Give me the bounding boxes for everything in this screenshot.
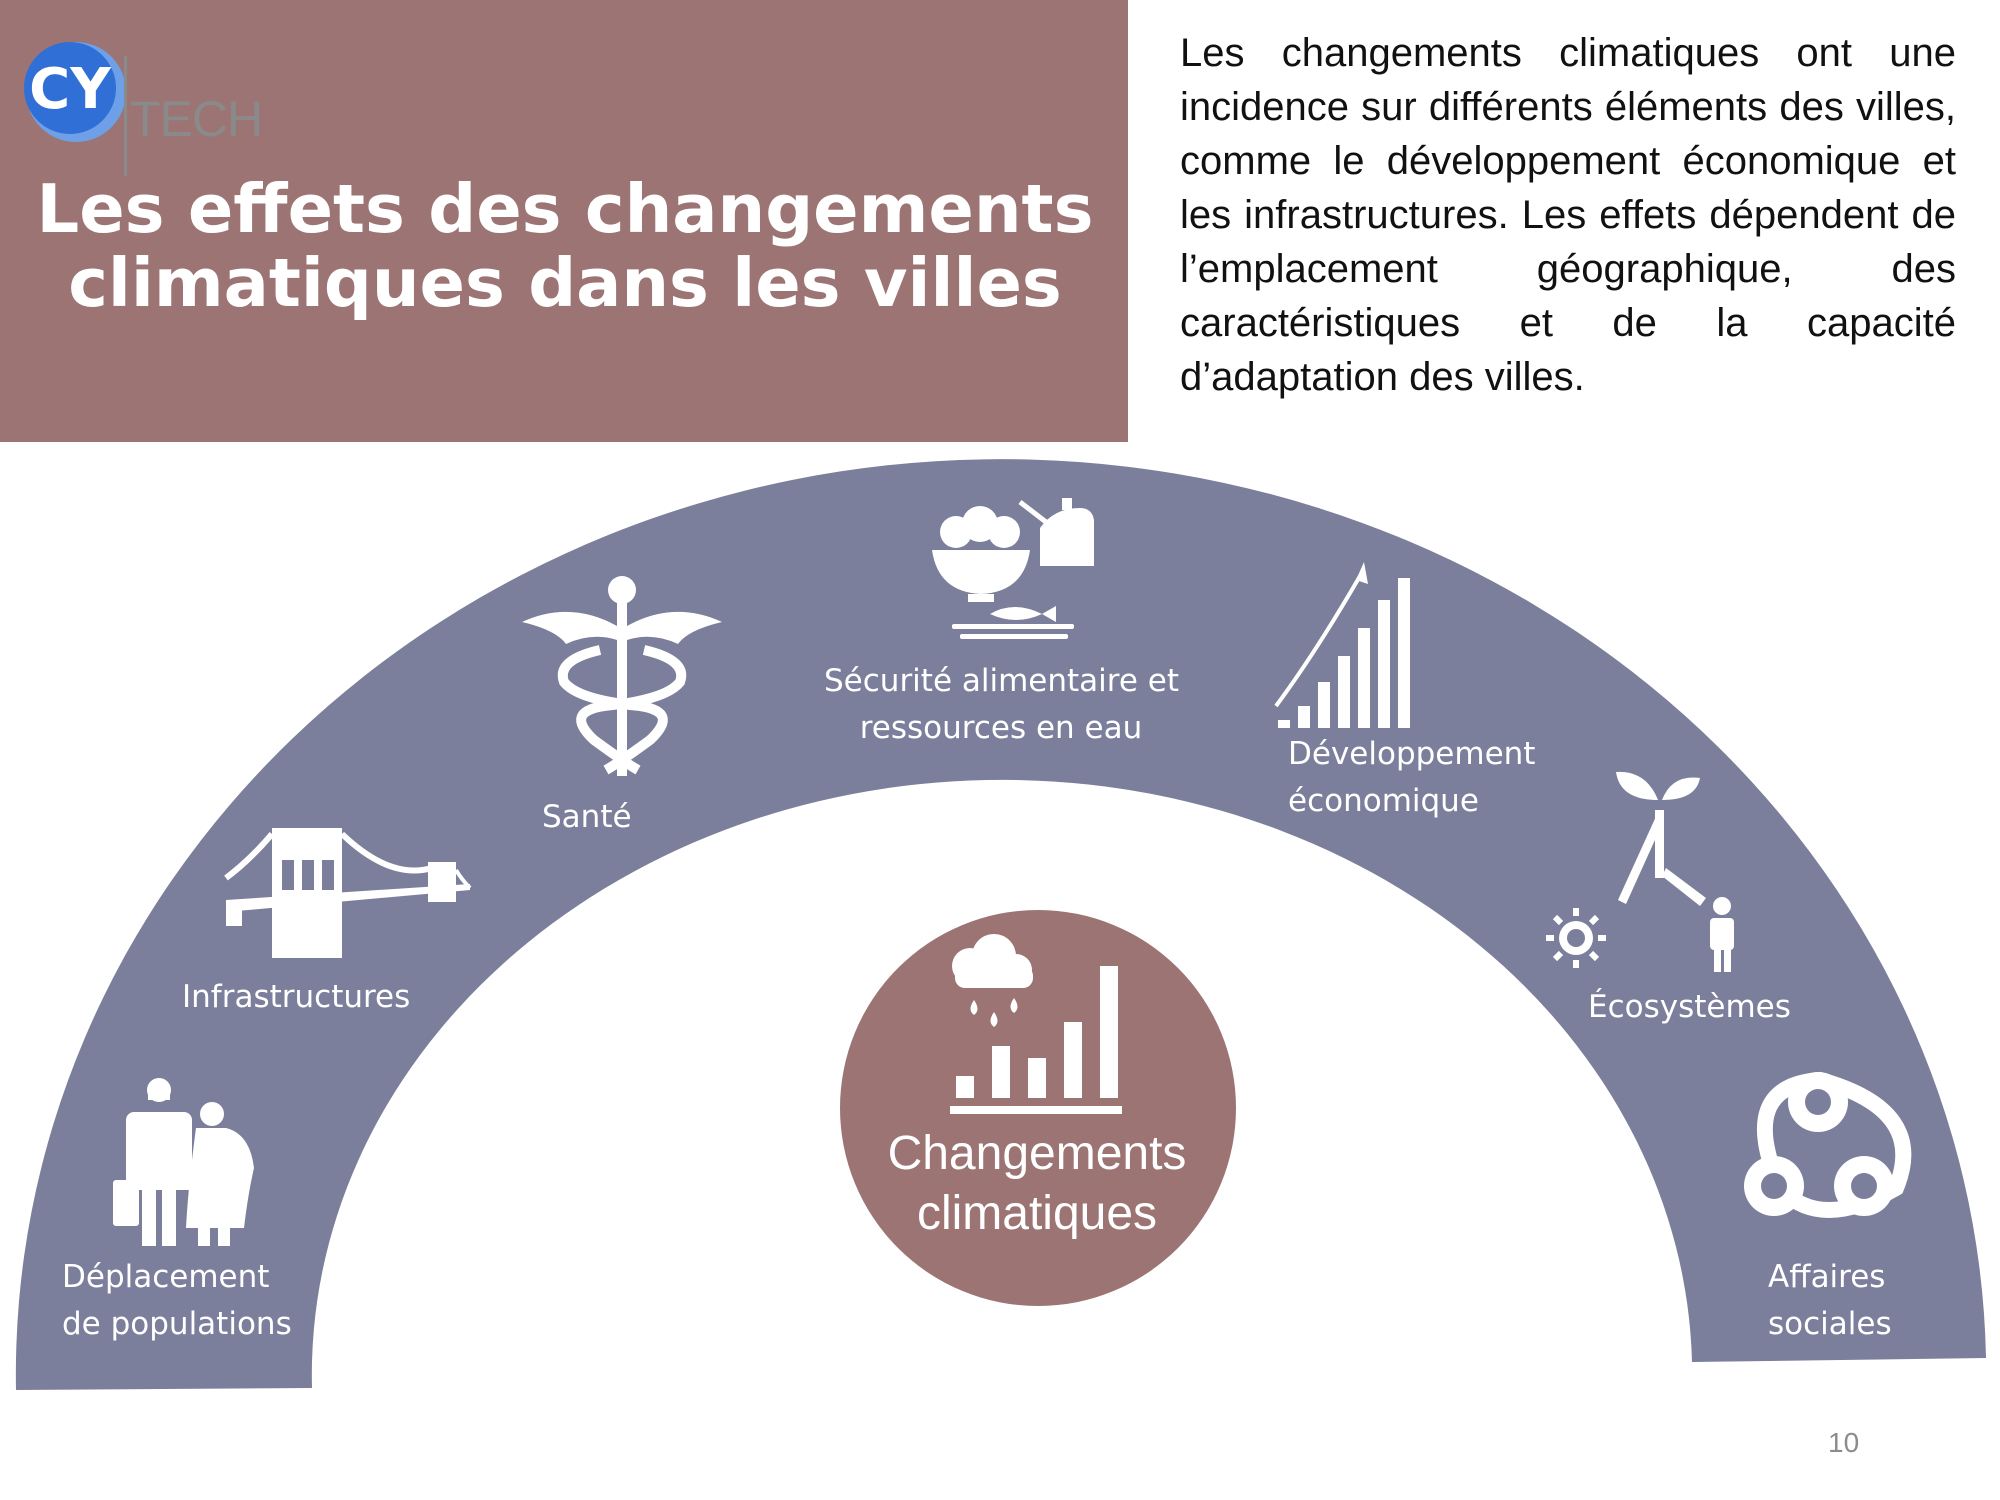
label-sante [542, 794, 632, 841]
center-label-line-1: Changements [887, 1127, 1187, 1180]
label-securite-alimentaire [824, 658, 1178, 752]
label-line: Développement [1288, 736, 1536, 772]
svg-text:CY: CY [29, 57, 111, 122]
label-line: Santé [542, 799, 632, 835]
page-number: 10 [1828, 1427, 1860, 1458]
label-deplacement-populations [62, 1254, 292, 1348]
logo-text: TECH [130, 91, 263, 147]
label-affaires-sociales [1768, 1254, 1892, 1348]
label-line: économique [1288, 783, 1479, 819]
label-line: sociales [1768, 1306, 1892, 1342]
label-ecosystemes [1588, 984, 1791, 1031]
label-developpement-economique [1288, 731, 1535, 825]
center-label-line-2: climatiques [916, 1187, 1158, 1240]
label-line: de populations [62, 1306, 292, 1342]
label-line: Infrastructures [182, 979, 411, 1015]
title-line-1: Les effets des changements [36, 170, 1094, 248]
center-label [842, 1124, 1232, 1244]
title-line-2: climatiques dans les villes [68, 244, 1062, 322]
label-line: Écosystèmes [1588, 989, 1791, 1025]
label-line: Affaires [1768, 1259, 1886, 1295]
label-line: ressources en eau [859, 710, 1143, 746]
label-infrastructures [182, 974, 410, 1021]
intro-paragraph: Les changements climatiques ont une incidence sur différents éléments des villes, comme le développement économique et les infrastructures. Les effets dépendent de l’emplacement géographique, des caractéristiques et de la capacité d’adaptation des villes. [1180, 31, 1956, 399]
label-line: Sécurité alimentaire et [824, 663, 1180, 699]
label-line: Déplacement [62, 1259, 270, 1295]
